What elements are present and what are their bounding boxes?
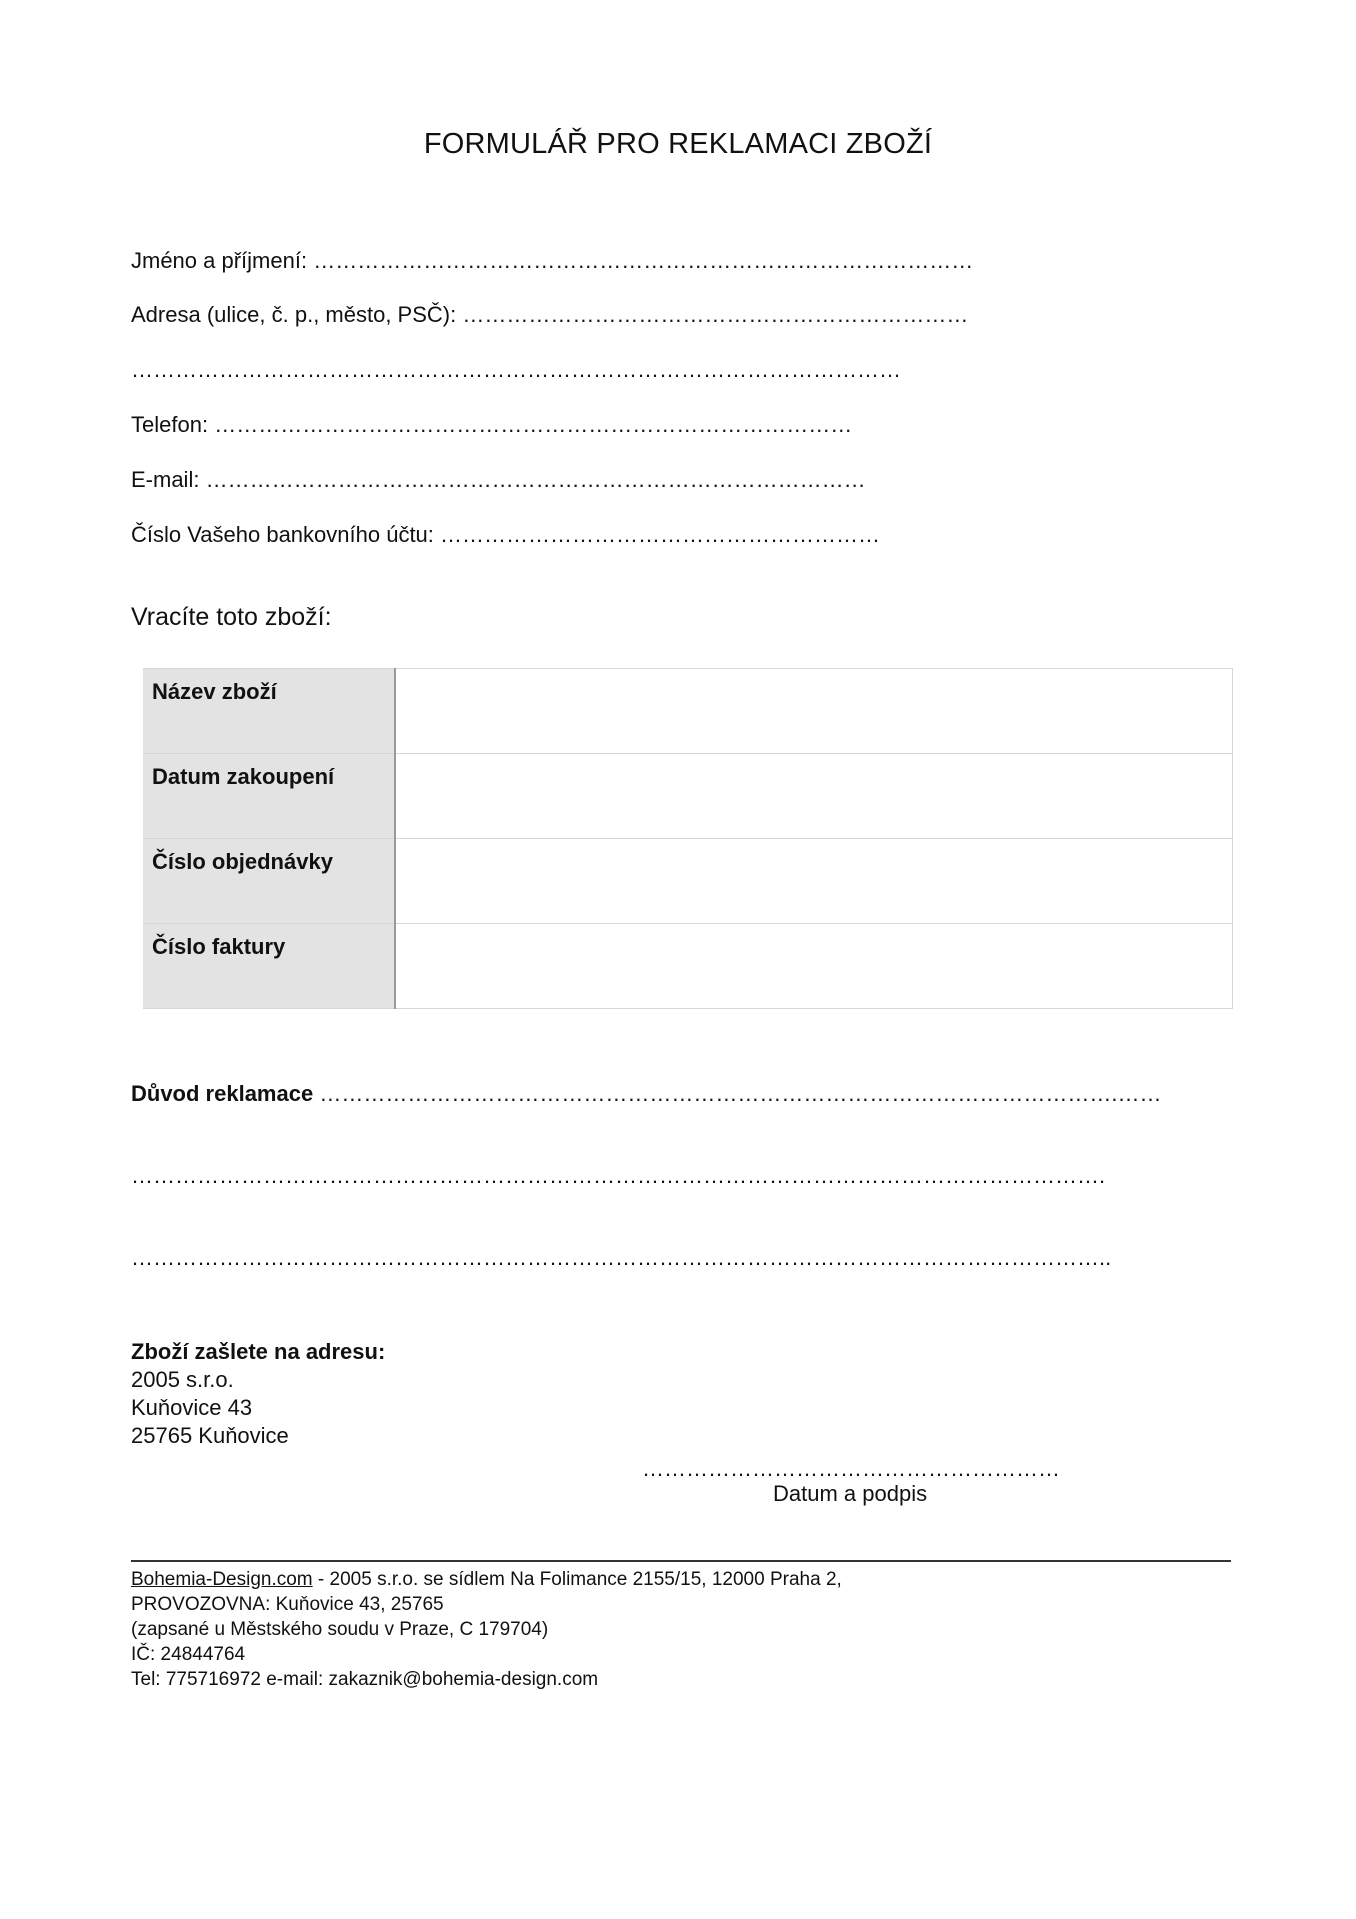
phone-label: Telefon:: [131, 412, 209, 437]
page-title: FORMULÁŘ PRO REKLAMACI ZBOŽÍ: [423, 128, 933, 160]
website-link[interactable]: Bohemia-Design.com: [131, 1569, 313, 1590]
name-label: Jméno a příjmení:: [131, 248, 308, 273]
bank-account-field[interactable]: [131, 522, 880, 548]
table-row: [143, 924, 1233, 1009]
email-dots[interactable]: ………………………………………………………………………………: [205, 467, 866, 492]
email-field[interactable]: [131, 467, 866, 493]
ship-to-address: [131, 1338, 385, 1450]
footer-line-2: PROVOZOVNA: Kuňovice 43, 25765: [131, 1594, 444, 1615]
invoice-number-cell[interactable]: [395, 924, 1233, 1009]
table-row: [143, 669, 1233, 754]
address-dots-2[interactable]: ……………………………………………………………………………………………: [131, 357, 901, 382]
row-label: Název zboží: [143, 669, 395, 754]
footer: [131, 1567, 842, 1692]
address-field-second-line[interactable]: [131, 357, 901, 383]
order-number-cell[interactable]: [395, 839, 1233, 924]
signature-label: Datum a podpis: [773, 1481, 928, 1506]
email-label: E-mail:: [131, 467, 200, 492]
purchase-date-cell[interactable]: [395, 754, 1233, 839]
footer-line-1: [131, 1567, 842, 1592]
company-info: - 2005 s.r.o. se sídlem Na Folimance 2155/15, 12000 Praha 2,: [312, 1569, 842, 1590]
footer-line-3: (zapsané u Městského soudu v Praze, C 179704): [131, 1619, 549, 1640]
footer-line-5: Tel: 775716972 e-mail: zakaznik@bohemia-design.com: [131, 1669, 599, 1690]
phone-dots[interactable]: ……………………………………………………………………………: [214, 412, 853, 437]
table-row: [143, 754, 1233, 839]
bank-account-dots[interactable]: ……………………………………………………: [440, 522, 881, 547]
row-label: Číslo faktury: [143, 924, 395, 1009]
address-label: Adresa (ulice, č. p., město, PSČ):: [131, 302, 457, 327]
row-label: Číslo objednávky: [143, 839, 395, 924]
reason-label: Důvod reklamace: [131, 1081, 314, 1106]
footer-divider: [131, 1560, 1231, 1562]
return-items-table: [143, 668, 1233, 1009]
return-section-heading: Vracíte toto zboží:: [131, 603, 332, 631]
phone-field[interactable]: [131, 412, 852, 438]
address-dots[interactable]: ……………………………………………………………: [462, 302, 969, 327]
name-dots[interactable]: ………………………………………………………………………………: [313, 248, 974, 273]
reason-dots-2[interactable]: …………………………………………………………………………………………………………………….: [131, 1163, 1106, 1188]
ship-to-heading: Zboží zašlete na adresu:: [131, 1339, 386, 1364]
bank-account-label: Číslo Vašeho bankovního účtu:: [131, 522, 434, 547]
address-field[interactable]: [131, 302, 968, 328]
reason-field[interactable]: [131, 1081, 1161, 1107]
reason-dots[interactable]: ……………………………………………………………………………………………….……: [319, 1081, 1162, 1106]
table-row: [143, 839, 1233, 924]
reason-third-line[interactable]: [131, 1245, 1111, 1271]
footer-line-4: IČ: 24844764: [131, 1644, 246, 1665]
product-name-cell[interactable]: [395, 669, 1233, 754]
name-field[interactable]: [131, 248, 973, 274]
row-label: Datum zakoupení: [143, 754, 395, 839]
reason-dots-3[interactable]: ……………………………………………………………………………………………………………………..: [131, 1245, 1112, 1270]
ship-to-city: 25765 Kuňovice: [131, 1423, 289, 1448]
ship-to-street: Kuňovice 43: [131, 1395, 253, 1420]
signature-dots[interactable]: …………………………………………………: [642, 1456, 1060, 1481]
reason-second-line[interactable]: [131, 1163, 1105, 1189]
ship-to-company: 2005 s.r.o.: [131, 1367, 234, 1392]
